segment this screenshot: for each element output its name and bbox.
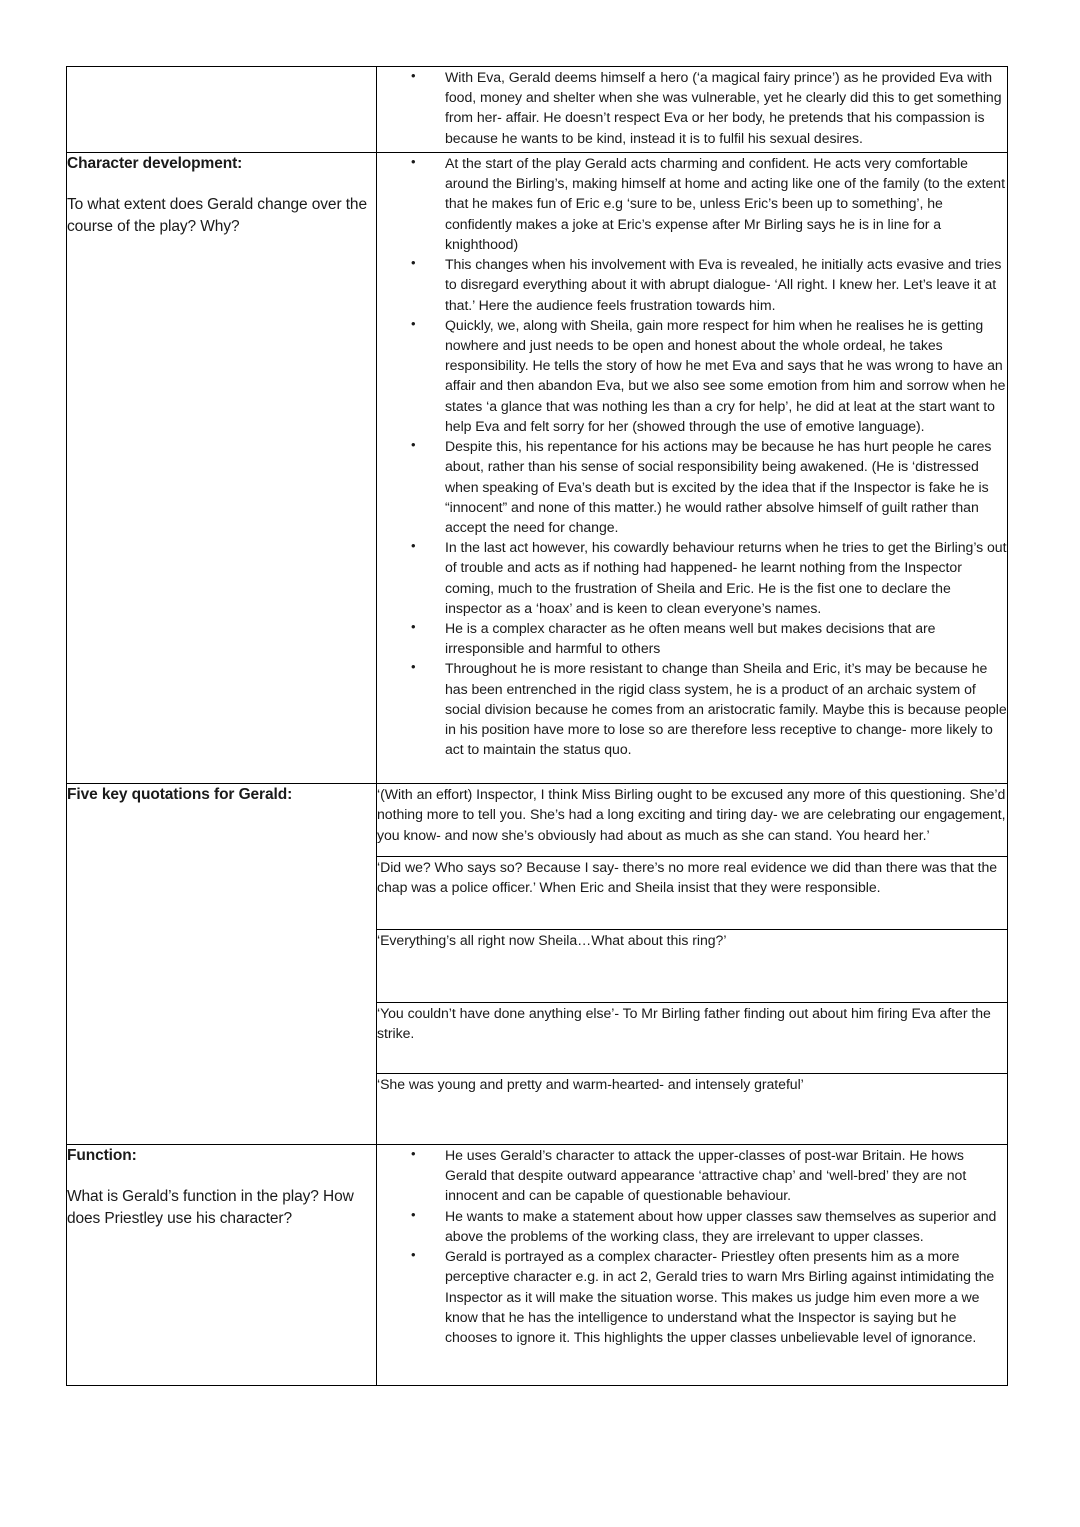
quotation-cell-3 bbox=[377, 930, 1008, 1003]
list-item: • At the start of the play Gerald acts charming and confident. He acts very comfortable around the Birling’s, making himself at home and acting like one of the family (to the extent that he makes fun of Eric e.g ‘sure to be, unless Eric’s been up to something’, he confidently makes a joke at Eric’s expense after Mr Birling says he is in line for a knighthood) bbox=[377, 153, 1007, 254]
list-item: • Gerald is portrayed as a complex character- Priestley often presents him as a more perceptive character e.g. in act 2, Gerald tries to warn Mrs Birling against intimidating the Inspector as it will make the situation worse. This makes us judge him even more a we know that he has the intelligence to understand what the Inspector is saying but he chooses to ignore it. This highlights the upper classes unbelievable level of ignorance. bbox=[377, 1246, 1007, 1347]
list-item: • He is a complex character as he often means well but makes decisions that are irresponsible and harmful to others bbox=[377, 618, 1007, 658]
quotations-label-cell bbox=[67, 784, 377, 1145]
character-development-question: To what extent does Gerald change over the course of the play? Why? bbox=[67, 196, 367, 235]
function-bullet-list bbox=[377, 1145, 1007, 1347]
list-item: • Throughout he is more resistant to change than Sheila and Eric, it’s may be because he has been entrenched in the rigid class system, he is a product of an archaic system of social division because he comes from an aristocratic family. Maybe this is because people in his position have more to lose so are therefore less receptive to change- more likely to act to maintain the status quo. bbox=[377, 658, 1007, 759]
table-row-function bbox=[67, 1145, 1008, 1386]
list-item: • In the last act however, his cowardly behaviour returns when he tries to get the Birling’s out of trouble and acts as if nothing had happened- he learnt nothing from the Inspector coming, much to the frustration of Sheila and Eric. He is the fist one to declare the inspector as a ‘hoax’ and is keen to clean everyone’s names. bbox=[377, 537, 1007, 618]
quotation-cell-1 bbox=[377, 784, 1008, 857]
quotation-text: ‘She was young and pretty and warm-hearted- and intensely grateful’ bbox=[377, 1076, 804, 1092]
quotation-cell-4 bbox=[377, 1003, 1008, 1074]
quotation-text: ‘Did we? Who says so? Because I say- there’s no more real evidence we did than there was that the chap was a police officer.’ When Eric and Sheila insist that they were responsible. bbox=[377, 859, 998, 896]
function-heading: Function: bbox=[67, 1147, 137, 1164]
intro-content-cell bbox=[377, 67, 1008, 153]
table-row-quotation-1 bbox=[67, 784, 1008, 857]
quotation-cell-2 bbox=[377, 857, 1008, 930]
list-item: • He wants to make a statement about how upper classes saw themselves as superior and above the problems of the working class, they are irrelevant to upper classes. bbox=[377, 1206, 1007, 1246]
character-development-bullet-list bbox=[377, 153, 1007, 760]
character-development-content-cell bbox=[377, 153, 1008, 784]
list-item: • He uses Gerald’s character to attack the upper-classes of post-war Britain. He hows Gerald that despite outward appearance ‘attractive chap’ and ‘well-bred’ they are not innocent and can be capable of questionable behaviour. bbox=[377, 1145, 1007, 1206]
list-item: • This changes when his involvement with Eva is revealed, he initially acts evasive and tries to disregard everything about it with abrupt dialogue- ‘All right. I knew her. Let’s leave it at that.’ Here the audience feels frustration towards him. bbox=[377, 254, 1007, 315]
function-content-cell bbox=[377, 1145, 1008, 1386]
list-item: • Quickly, we, along with Sheila, gain more respect for him when he realises he is getting nowhere and just needs to be open and honest about the whole ordeal, he takes responsibility. He tells the story of how he met Eva and says that he was wrong to have an affair and then abandon Eva, but we also see some emotion from him and sorrow when he states ‘a glance that was nothing les than a cry for help’, he did at leat at the start want to help Eva and felt sorry for her (showed through the use of emotive language). bbox=[377, 315, 1007, 436]
function-label-cell bbox=[67, 1145, 377, 1386]
intro-label-cell bbox=[67, 67, 377, 153]
character-development-label-cell bbox=[67, 153, 377, 784]
table-row-intro bbox=[67, 67, 1008, 153]
quotation-text: ‘(With an effort) Inspector, I think Miss Birling ought to be excused any more of this questioning. She’d nothing more to tell you. She’s had a long exciting and tiring day- we are celebrating our engagement, you know- and now she’s obviously had about as much as she can stand. You heard her.’ bbox=[377, 786, 1006, 843]
character-development-heading: Character development: bbox=[67, 155, 243, 172]
quotation-text: ‘Everything’s all right now Sheila…What about this ring?’ bbox=[377, 932, 727, 948]
function-question: What is Gerald’s function in the play? How does Priestley use his character? bbox=[67, 1188, 354, 1227]
list-item: • With Eva, Gerald deems himself a hero (‘a magical fairy prince’) as he provided Eva with food, money and shelter when she was vulnerable, yet he clearly did this to get something from her- affair. He doesn’t respect Eva or her body, he pretends that his compassion is because he wants to be kind, instead it is to fulfil his sexual desires. bbox=[377, 67, 1007, 148]
quotation-cell-5 bbox=[377, 1074, 1008, 1145]
intro-bullet-list bbox=[377, 67, 1007, 148]
table-row-character-development bbox=[67, 153, 1008, 784]
quotations-heading: Five key quotations for Gerald: bbox=[67, 786, 293, 803]
list-item: • Despite this, his repentance for his actions may be because he has hurt people he cares about, rather than his sense of social responsibility being awakened. (He is ‘distressed when speaking of Eva’s death but is excited by the idea that if the Inspector is fake he is “innocent” and none of this matter.) he would rather absolve himself of guilt rather than accept the need for change. bbox=[377, 436, 1007, 537]
quotation-text: ‘You couldn’t have done anything else’- To Mr Birling father finding out about him firing Eva after the strike. bbox=[377, 1005, 991, 1042]
revision-table bbox=[66, 66, 1008, 1386]
